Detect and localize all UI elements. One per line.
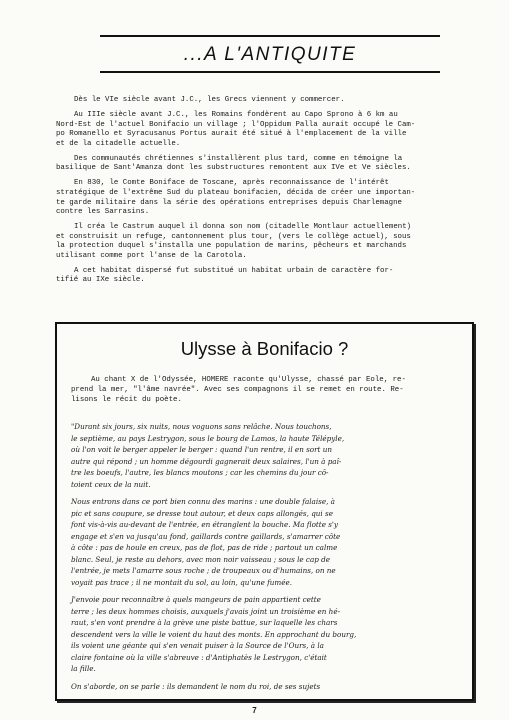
box-intro: Au chant X de l'Odyssée, HOMERE raconte qu'Ulysse, chassé par Eole, re- prend la mer, "l'âme navrée". Avec ses compagnons il se remet en route. Re- lisons le récit du poète. [71, 376, 406, 404]
intro-paragraph: Dès le VIe siècle avant J.C., les Grecs viennent y commercer. [74, 96, 345, 104]
odyssey-quote [71, 421, 465, 698]
quote-paragraph: On s'aborde, on se parle : ils demandent le nom du roi, de ses sujets [71, 681, 321, 691]
quote-paragraph: Nous entrons dans ce port bien connu des marins : une double falaise, à pic et sans coupure, se dresse tout autour, et deux caps allongés, qui se font vis-à-vis au-devant de l'entrée, en étranglent la bouche. Ma flotte s'y engage et s'en va jusqu'au fond, gaillards contre gaillards, s'amarrer côte à côte : pas de houle en creux, pas de flot, pas de ride ; partout un calme blanc. Seul, je reste au dehors, avec mon noir vaisseau ; sous le cap de l'entrée, je mets l'amarre sous roche ; de troupeaux ou d'humains, on ne voyait pas trace ; il ne montait du sol, au loin, qu'une fumée. [71, 497, 341, 587]
quote-paragraph: J'envoie pour reconnaître à quels mangeurs de pain appartient cette terre ; les deux hommes choisis, auxquels j'avais joint un troisième en hé- raut, s'en vont prendre à la grève une piste battue, sur laquelle les chars descendent vers la ville le voient du haut des monts. En approchant du bourg, ils voient une géante qui s'en venait puiser à la Source de l'Ours, à la claire fontaine où la ville s'abreuve : d'Antiphatès le Lestrygon, c'était la fille. [71, 595, 357, 673]
quote-paragraph: "Durant six jours, six nuits, nous voguons sans relâche. Nous touchons, le septième, au pays Lestrygon, sous le bourg de Lamos, la haute Télépyle, où l'on voit le berger appeler le berger : quand l'un rentre, il en sort un autre qui répond ; un homme dégourdi gagnerait deux salaires, l'un à paî- tre les boeufs, l'autre, les blancs moutons ; car les chemins du jour cô- toient ceux de la nuit. [71, 422, 345, 489]
intro-paragraph: En 830, le Comte Boniface de Toscane, après reconnaissance de l'intérêt stratégique de l'extrême Sud du plateau bonifacien, décida de créer une importan- te garde militaire dans la série des opérations entreprises depuis Charlemagne contre les Sarrasins. [56, 179, 416, 217]
page-number: 7 [252, 706, 257, 715]
intro-section [56, 96, 466, 291]
page-title: ...A L'ANTIQUITE [183, 44, 357, 65]
intro-paragraph: Au IIIe siècle avant J.C., les Romains fondèrent au Capo Sprono à 6 km au Nord-Est de l'actuel Bonifacio un village ; l'Oppidum Palla aurait occupé le Cam- po Romanello et Syracusanus Portus aurait été situé à l'emplacement de la ville et de la citadelle actuelle. [56, 110, 416, 148]
intro-paragraph: Des communautés chrétiennes s'installèrent plus tard, comme en témoigne la basilique de Sant'Amanza dont les substructures remontent aux IVe et Ve siècles. [56, 154, 411, 173]
ulysse-box [55, 322, 474, 701]
intro-paragraph: A cet habitat dispersé fut substitué un habitat urbain de caractère for- tifié au IXe siècle. [56, 266, 394, 285]
intro-paragraph: Il créa le Castrum auquel il donna son nom (citadelle Montlaur actuellement) et construisit un refuge, cantonnement plus tour, (vers le collège actuel), sous la protection duquel s'installa une population de marins, pêcheurs et marchands utilisant comme port l'anse de la Carotola. [56, 223, 412, 260]
box-title: Ulysse à Bonifacio ? [180, 338, 349, 359]
